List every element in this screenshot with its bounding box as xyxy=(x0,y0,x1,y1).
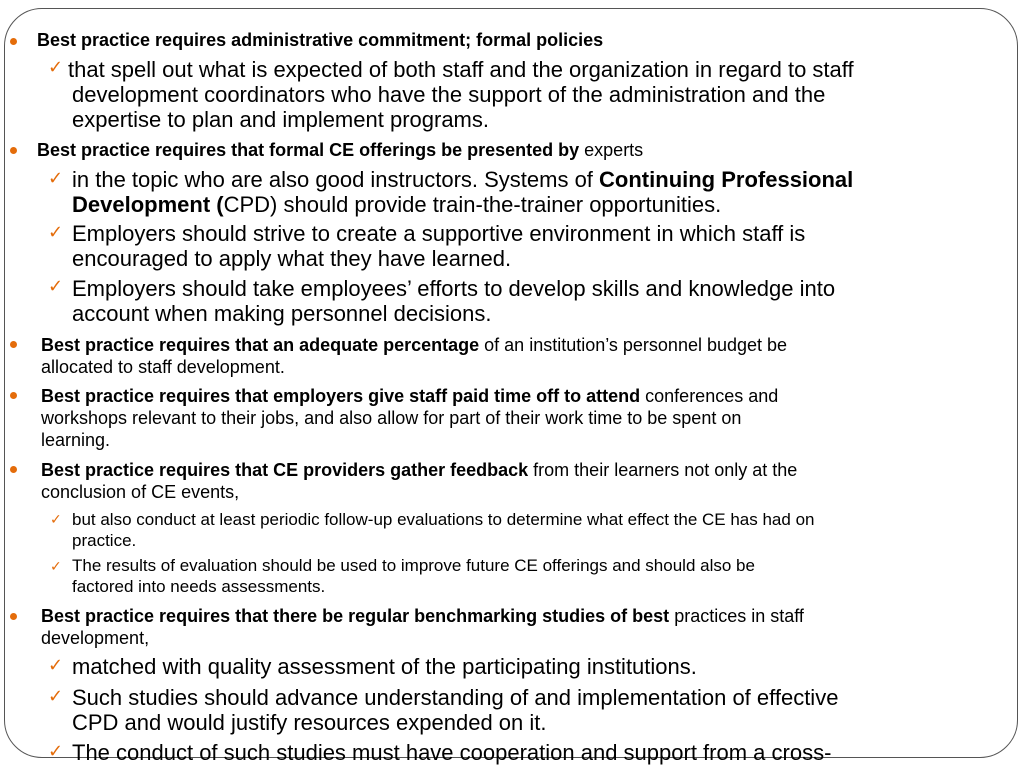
bullet-dot-icon xyxy=(10,613,17,620)
bullet-dot-icon xyxy=(10,147,17,154)
bullet-4-line-2: workshops relevant to their jobs, and also allow for part of their work time to be spent on xyxy=(41,408,742,428)
checkmark-icon: ✓ xyxy=(48,276,64,297)
bullet-2-sub-1-line-1: in the topic who are also good instructors. Systems of Continuing Professional xyxy=(72,167,854,192)
bullet-1-sub-1-line-1: that spell out what is expected of both staff and the organization in regard to staff xyxy=(68,57,854,82)
bullet-4-line-3: learning. xyxy=(41,430,111,450)
bullet-4-line-1: Best practice requires that employers give staff paid time off to attend conferences and xyxy=(41,386,779,406)
bullet-1-sub-1-line-2: development coordinators who have the support of the administration and the xyxy=(72,82,826,107)
bullet-5-line-2: conclusion of CE events, xyxy=(41,482,240,502)
bullet-6-line-1: Best practice requires that there be regular benchmarking studies of best practices in staff xyxy=(41,606,804,626)
checkmark-icon: ✓ xyxy=(48,168,64,189)
bullet-2-sub-1-line-2: Development (CPD) should provide train-the-trainer opportunities. xyxy=(72,192,722,217)
checkmark-icon: ✓ xyxy=(48,57,64,78)
bullet-3-line-2: allocated to staff development. xyxy=(41,357,285,377)
bullet-6-sub-2-line-2: CPD and would justify resources expended on it. xyxy=(72,710,547,735)
checkmark-icon: ✓ xyxy=(50,559,62,575)
bullet-dot-icon xyxy=(10,466,17,473)
bullet-1-sub-1-line-3: expertise to plan and implement programs. xyxy=(72,107,489,132)
checkmark-icon: ✓ xyxy=(48,655,64,676)
bullet-2-sub-2-line-2: encouraged to apply what they have learned. xyxy=(72,246,512,271)
bullet-2-sub-3-line-2: account when making personnel decisions. xyxy=(72,301,492,326)
bullet-2-sub-3-line-1: Employers should take employees’ efforts to develop skills and knowledge into xyxy=(72,276,836,301)
bullet-5-sub-2-line-1: The results of evaluation should be used to improve future CE offerings and should also be xyxy=(72,556,755,575)
bullet-dot-icon xyxy=(10,392,17,399)
checkmark-icon: ✓ xyxy=(48,686,64,707)
bullet-6-sub-1-line-1: matched with quality assessment of the participating institutions. xyxy=(72,654,697,679)
checkmark-icon: ✓ xyxy=(48,741,64,762)
bullet-dot-icon xyxy=(10,38,17,45)
bullet-1-heading: Best practice requires administrative commitment; formal policies xyxy=(37,30,604,50)
checkmark-icon: ✓ xyxy=(50,512,62,528)
bullet-5-sub-2-line-2: factored into needs assessments. xyxy=(72,577,326,596)
bullet-6-sub-3-line-1: The conduct of such studies must have cooperation and support from a cross- xyxy=(72,740,832,765)
bullet-6-line-2: development, xyxy=(41,628,150,648)
bullet-dot-icon xyxy=(10,341,17,348)
checkmark-icon: ✓ xyxy=(48,222,64,243)
bullet-5-line-1: Best practice requires that CE providers gather feedback from their learners not only at the xyxy=(41,460,798,480)
bullet-2-sub-2-line-1: Employers should strive to create a supportive environment in which staff is xyxy=(72,221,806,246)
bullet-6-sub-2-line-1: Such studies should advance understanding of and implementation of effective xyxy=(72,685,839,710)
bullet-5-sub-1-line-1: but also conduct at least periodic follow-up evaluations to determine what effect the CE has had on xyxy=(72,510,815,529)
bullet-2-heading: Best practice requires that formal CE offerings be presented by experts xyxy=(37,140,644,160)
bullet-5-sub-1-line-2: practice. xyxy=(72,531,137,550)
bullet-3-line-1: Best practice requires that an adequate percentage of an institution’s personnel budget be xyxy=(41,335,788,355)
